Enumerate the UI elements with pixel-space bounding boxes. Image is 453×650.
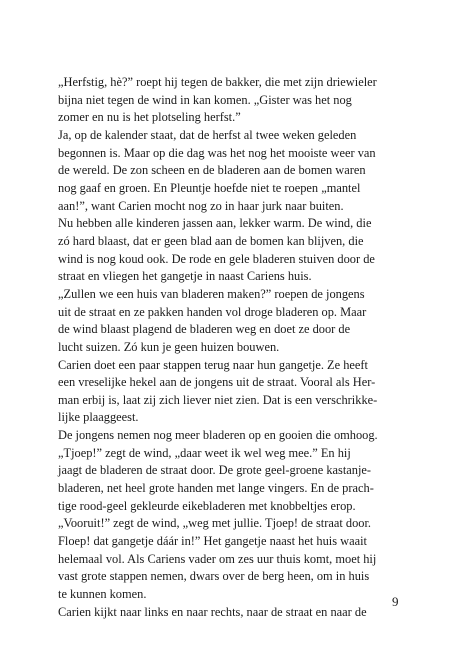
- text-line: „Zullen we een huis van bladeren maken?” roepen de jongens: [58, 286, 365, 301]
- text-line: tige rood-geel gekleurde eikebladeren met knobbeltjes erop.: [58, 498, 356, 513]
- text-line: wind is nog koud ook. De rode en gele bladeren stuiven door de: [58, 251, 375, 266]
- text-line: De jongens nemen nog meer bladeren op en gooien die omhoog.: [58, 428, 378, 443]
- text-line: Carien kijkt naar links en naar rechts, naar de straat en naar de: [58, 604, 367, 619]
- text-line: te kunnen komen.: [58, 587, 147, 602]
- page-number: 9: [392, 594, 399, 609]
- text-line: jaagt de bladeren de straat door. De grote geel-groene kastanje-: [58, 463, 372, 478]
- text-line: de wind blaast plagend de bladeren weg en doet ze door de: [58, 322, 351, 337]
- text-line: helemaal vol. Als Cariens vader om zes uur thuis komt, moet hij: [58, 551, 377, 566]
- text-line: een vreselijke hekel aan de jongens uit de straat. Vooral als Her-: [58, 375, 376, 390]
- text-line: straat en vliegen het gangetje in naast Cariens huis.: [58, 269, 312, 284]
- text-line: „Vooruit!” zegt de wind, „weg met jullie. Tjoep! de straat door.: [58, 516, 372, 531]
- text-line: lijke plaaggeest.: [58, 410, 139, 425]
- text-line: man erbij is, laat zij zich liever niet zien. Dat is een verschrikke-: [58, 392, 378, 407]
- text-line: bladeren, net heel grote handen met lange vingers. En de prach-: [58, 481, 374, 496]
- text-line: Floep! dat gangetje dáár in!” Het gangetje naast het huis waait: [58, 534, 367, 549]
- text-line: aan!”, want Carien mocht nog zo in haar jurk naar buiten.: [58, 198, 344, 213]
- body-text: [58, 74, 408, 621]
- text-line: uit de straat en ze pakken handen vol droge bladeren op. Maar: [58, 304, 367, 319]
- text-line: nog gaaf en groen. En Pleuntje hoefde niet te roepen „mantel: [58, 180, 361, 195]
- text-line: vast grote stappen nemen, dwars over de berg heen, om in huis: [58, 569, 370, 584]
- text-line: „Tjoep!” zegt de wind, „daar weet ik wel weg mee.” En hij: [58, 445, 351, 460]
- text-line: Carien doet een paar stappen terug naar hun gangetje. Ze heeft: [58, 357, 368, 372]
- text-line: bijna niet tegen de wind in kan komen. „Gister was het nog: [58, 92, 352, 107]
- text-line: Ja, op de kalender staat, dat de herfst al twee weken geleden: [58, 127, 357, 142]
- text-line: lucht suizen. Zó kun je geen huizen bouwen.: [58, 339, 280, 354]
- text-line: zomer en nu is het plotseling herfst.”: [58, 110, 241, 125]
- text-line: Nu hebben alle kinderen jassen aan, lekker warm. De wind, die: [58, 216, 372, 231]
- text-line: „Herfstig, hè?” roept hij tegen de bakker, die met zijn driewieler: [58, 75, 377, 89]
- text-line: de wereld. De zon scheen en de bladeren aan de bomen waren: [58, 163, 366, 178]
- text-line: begonnen is. Maar op die dag was het nog het mooiste weer van: [58, 145, 376, 160]
- text-line: zó hard blaast, dat er geen blad aan de bomen kan blijven, die: [58, 233, 364, 248]
